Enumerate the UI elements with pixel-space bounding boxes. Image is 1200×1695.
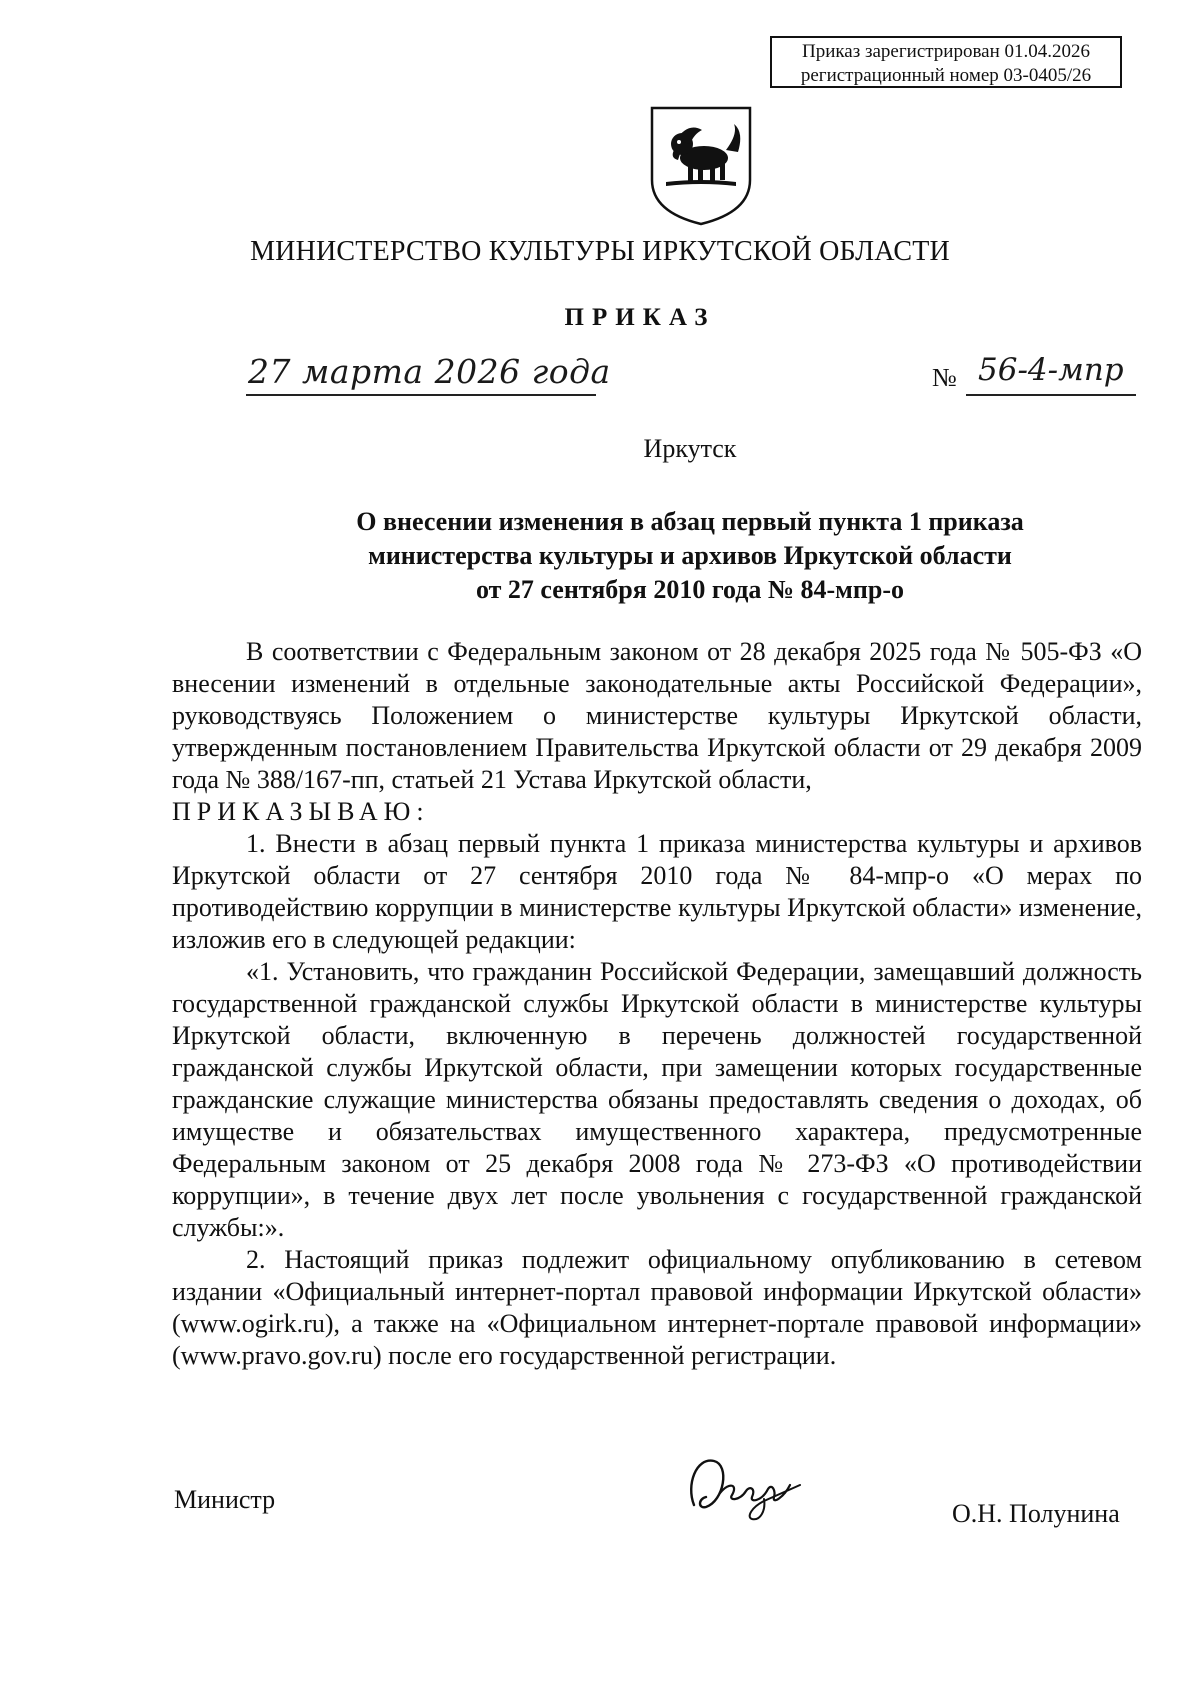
coat-of-arms-emblem [646, 100, 756, 228]
number-label: № [932, 363, 957, 392]
order-word: ПРИКАЗЫВАЮ: [172, 797, 430, 826]
city: Иркутск [643, 434, 737, 463]
number-underline [966, 394, 1136, 396]
item-1-paragraph: 1. Внести в абзац первый пункта 1 приказа министерства культуры и архивов Иркутской области от 27 сентября 2010 года № 84-мпр-о «О мерах по противодействию коррупции в министерстве культуры Иркутской области» изменение, изложив его в следующей редакции: [172, 829, 1142, 954]
subject-line-2: министерства культуры и архивов Иркутской области [368, 541, 1012, 570]
document-subject [240, 505, 1140, 607]
document-type: ПРИКАЗ [564, 304, 716, 331]
preamble-paragraph: В соответствии с Федеральным законом от 28 декабря 2025 года № 505-ФЗ «О внесении изменений в отдельные законодательные акты Российской Федерации», руководствуясь Положением о министерстве культуры Иркутской области, утвержденным постановлением Правительства Иркутской области от 29 декабря 2009 года № 388/167-пп, статьей 21 Устава Иркутской области, [172, 637, 1142, 794]
registration-stamp [770, 36, 1122, 88]
date-underline [246, 394, 596, 396]
item-1-quote-paragraph: «1. Установить, что гражданин Российской Федерации, замещавший должность государственной гражданской службы Иркутской области в министерстве культуры Иркутской области, включенную в перечень должностей государственной гражданской службы Иркутской области, при замещении которых государственные гражданские служащие министерства обязаны предоставлять сведения о доходах, об имуществе и обязательствах имущественного характера, предусмотренные Федеральным законом от 25 декабря 2008 года № 273-ФЗ «О противодействии коррупции», в течение двух лет после увольнения с государственной гражданской службы:». [172, 957, 1142, 1242]
handwritten-date: 27 марта 2026 года [248, 352, 611, 391]
registration-line-2: регистрационный номер 03-0405/26 [800, 65, 1092, 86]
handwritten-signature [680, 1445, 810, 1525]
handwritten-number: 56-4-мпр [978, 352, 1124, 388]
subject-line-1: О внесении изменения в абзац первый пункта 1 приказа [356, 507, 1024, 536]
item-2-paragraph: 2. Настоящий приказ подлежит официальному опубликованию в сетевом издании «Официальный интернет-портал правовой информации Иркутской области» (www.ogirk.ru), а также на «Официальном интернет-портале правовой информации» (www.pravo.gov.ru) после его государственной регистрации. [172, 1245, 1142, 1370]
signer-name: О.Н. Полунина [952, 1499, 1120, 1528]
signer-position: Министр [174, 1485, 276, 1514]
registration-line-1: Приказ зарегистрирован 01.04.2026 [801, 41, 1091, 62]
document-body [172, 636, 1142, 1372]
subject-line-3: от 27 сентября 2010 года № 84-мпр-о [476, 575, 904, 604]
ministry-name: МИНИСТЕРСТВО КУЛЬТУРЫ ИРКУТСКОЙ ОБЛАСТИ [250, 236, 950, 267]
